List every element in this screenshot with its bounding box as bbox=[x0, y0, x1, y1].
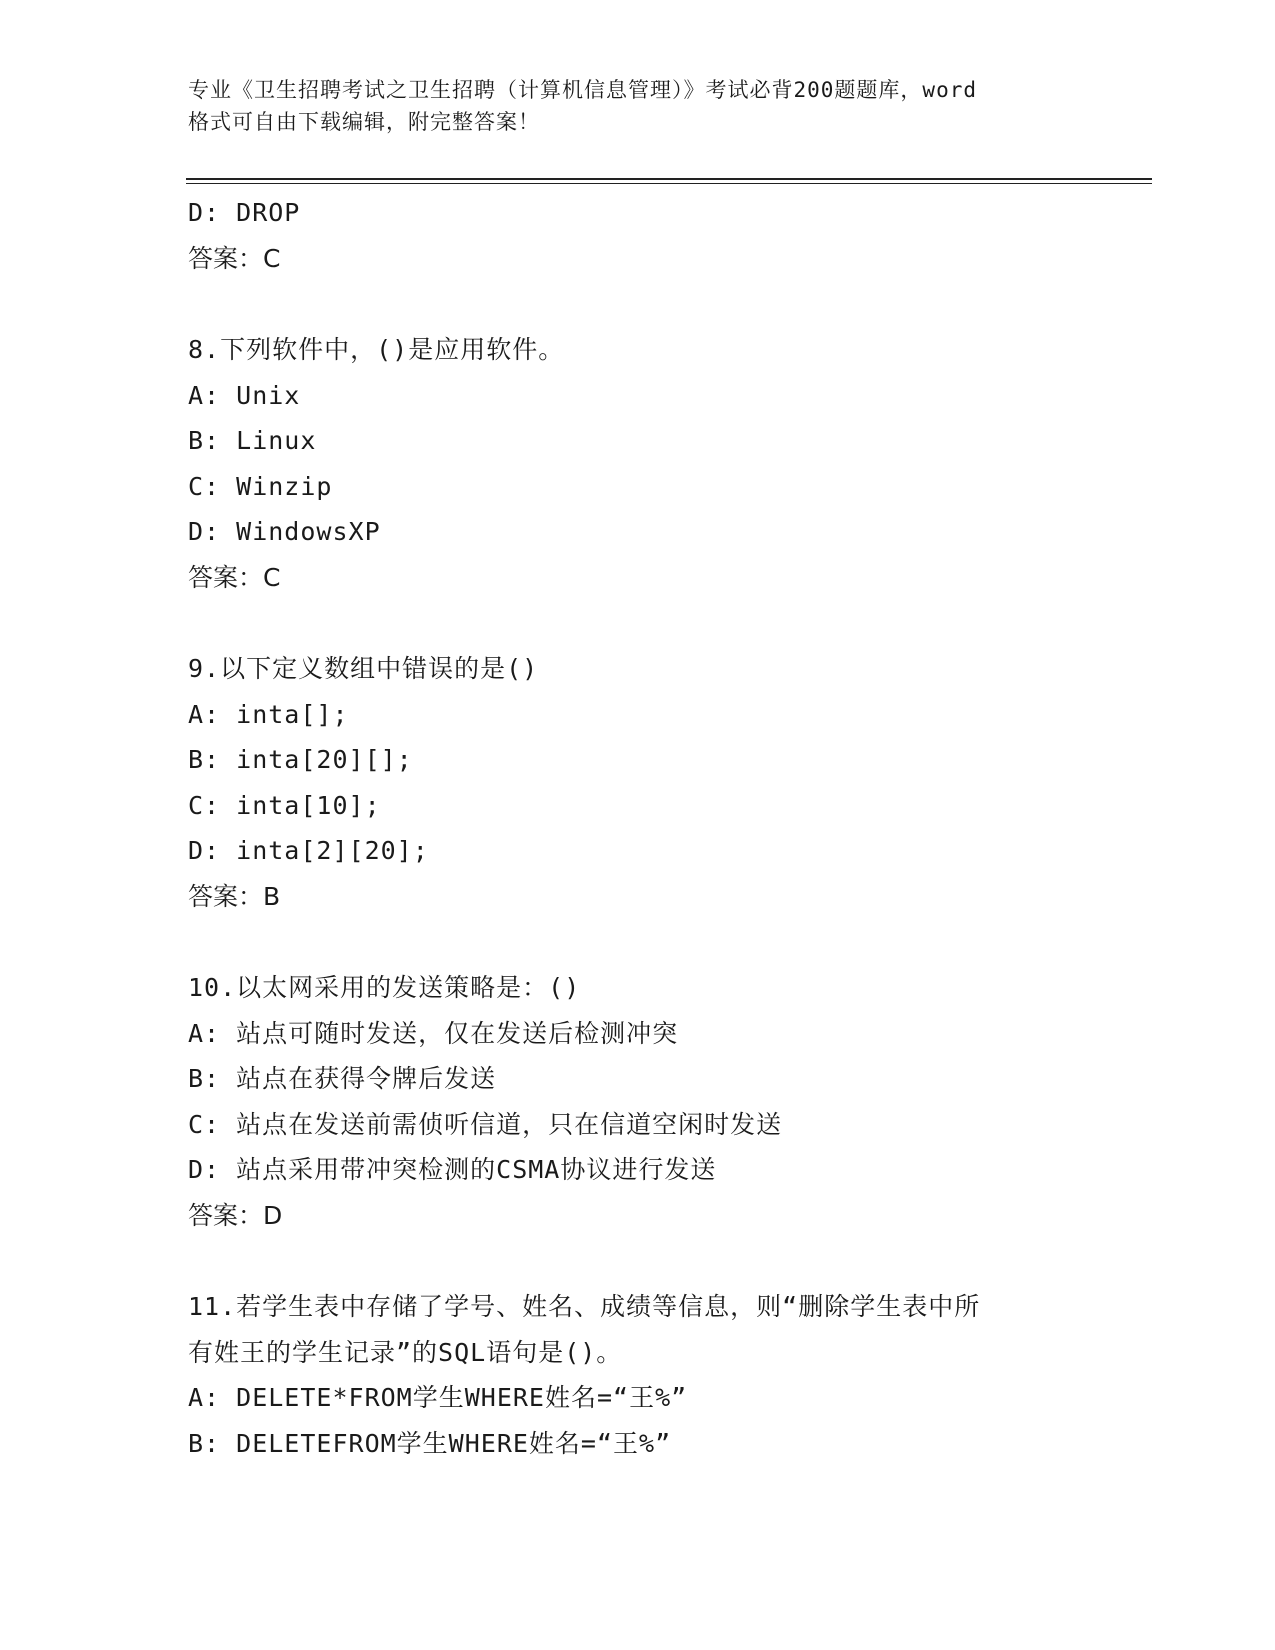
spacer bbox=[188, 919, 1088, 965]
option-b: B: Linux bbox=[188, 426, 317, 455]
answer-label: 答案：B bbox=[188, 881, 281, 911]
header-line-1: 专业《卫生招聘考试之卫生招聘（计算机信息管理）》考试必背200题题库，word bbox=[188, 78, 977, 102]
option-c: C: 站点在发送前需侦听信道，只在信道空闲时发送 bbox=[188, 1109, 783, 1139]
option-b: B: inta[20][]; bbox=[188, 745, 413, 774]
option-d: D: 站点采用带冲突检测的CSMA协议进行发送 bbox=[188, 1155, 717, 1184]
document-header bbox=[188, 74, 1088, 138]
header-line-2: 格式可自由下载编辑，附完整答案！ bbox=[188, 110, 540, 134]
header-rule-thick bbox=[186, 178, 1152, 180]
option-a: A: DELETE*FROM学生WHERE姓名=“王%” bbox=[188, 1383, 688, 1412]
option-d: D: WindowsXP bbox=[188, 517, 381, 546]
question-text-line-2: 有姓王的学生记录”的SQL语句是()。 bbox=[188, 1337, 623, 1367]
option-d: D: inta[2][20]; bbox=[188, 836, 429, 865]
answer-label: 答案：C bbox=[188, 562, 281, 592]
option-c: C: Winzip bbox=[188, 471, 333, 501]
question-text: 8.下列软件中，()是应用软件。 bbox=[188, 335, 565, 364]
answer-label: 答案：D bbox=[188, 1200, 283, 1230]
question-block-10 bbox=[188, 965, 1088, 1238]
option-a: A: 站点可随时发送，仅在发送后检测冲突 bbox=[188, 1018, 679, 1048]
option-d: D: DROP bbox=[188, 198, 301, 227]
question-block-7-tail bbox=[188, 190, 1088, 281]
question-block-11 bbox=[188, 1284, 1088, 1466]
header-rule-thin bbox=[186, 183, 1152, 184]
option-a: A: inta[]; bbox=[188, 699, 349, 729]
question-block-9 bbox=[188, 646, 1088, 919]
question-text-line-1: 11.若学生表中存储了学号、姓名、成绩等信息，则“删除学生表中所 bbox=[188, 1292, 981, 1321]
answer-label: 答案：C bbox=[188, 243, 281, 273]
question-text: 9.以下定义数组中错误的是() bbox=[188, 654, 539, 683]
option-b: B: 站点在获得令牌后发送 bbox=[188, 1064, 497, 1093]
question-list bbox=[188, 190, 1088, 1466]
option-a: A: Unix bbox=[188, 380, 301, 410]
question-text: 10.以太网采用的发送策略是：() bbox=[188, 973, 581, 1002]
option-c: C: inta[10]; bbox=[188, 790, 381, 820]
spacer bbox=[188, 281, 1088, 327]
spacer bbox=[188, 600, 1088, 646]
spacer bbox=[188, 1238, 1088, 1284]
question-block-8 bbox=[188, 327, 1088, 600]
option-b: B: DELETEFROM学生WHERE姓名=“王%” bbox=[188, 1428, 672, 1458]
